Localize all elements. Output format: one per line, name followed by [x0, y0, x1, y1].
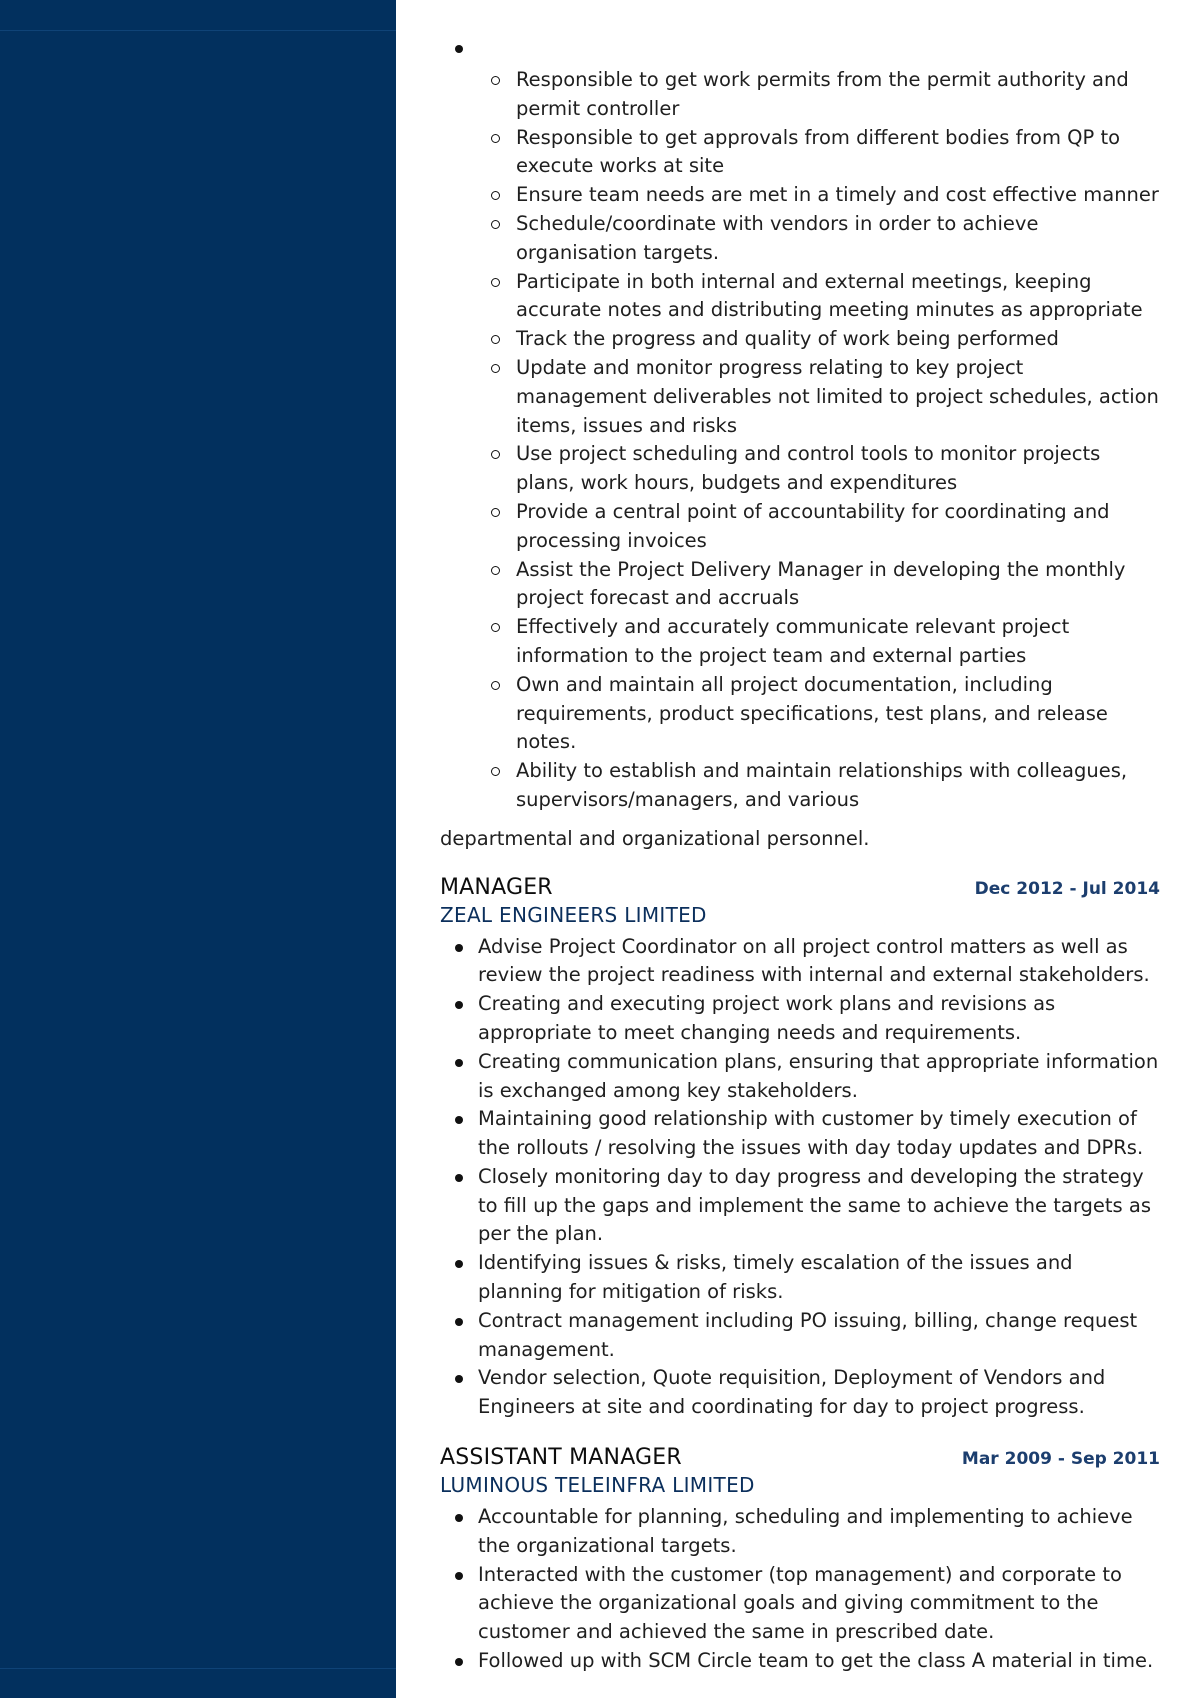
- list-item: Creating and executing project work plans and revisions as appropriate to meet changing needs and requirements.: [440, 990, 1160, 1048]
- list-item: Interacted with the customer (top management) and corporate to achieve the organizational goals and giving commitment to the customer and achieved the same in prescribed date.: [440, 1561, 1160, 1647]
- list-item: Ensure team needs are met in a timely and cost effective manner: [440, 181, 1160, 210]
- list-item: Effectively and accurately communicate relevant project information to the project team and external parties: [440, 613, 1160, 671]
- continuation-text: departmental and organizational personnel.: [440, 826, 870, 850]
- list-item: Track the progress and quality of work being performed: [440, 325, 1160, 354]
- job-dates: Dec 2012 - Jul 2014: [974, 878, 1160, 899]
- sidebar-panel: [0, 0, 396, 1698]
- list-item: Participate in both internal and external meetings, keeping accurate notes and distributing meeting minutes as appropriate: [440, 268, 1160, 326]
- job-dates: Mar 2009 - Sep 2011: [961, 1449, 1160, 1470]
- list-item: Accountable for planning, scheduling and implementing to achieve the organizational targets.: [440, 1503, 1160, 1561]
- empty-bullet: [440, 36, 1160, 66]
- continued-bullet-list: [440, 66, 1160, 815]
- job-title: ASSISTANT MANAGER: [440, 1445, 682, 1471]
- list-item: Maintaining good relationship with customer by timely execution of the rollouts / resolving the issues with day today updates and DPRs.: [440, 1105, 1160, 1163]
- list-item: Responsible to get approvals from different bodies from QP to execute works at site: [440, 124, 1160, 182]
- list-item: Schedule/coordinate with vendors in order to achieve organisation targets.: [440, 210, 1160, 268]
- list-item: Contract management including PO issuing, billing, change request management.: [440, 1307, 1160, 1365]
- list-item: Provide a central point of accountability for coordinating and processing invoices: [440, 498, 1160, 556]
- job-header: [440, 1444, 1160, 1472]
- list-item: Vendor selection, Quote requisition, Deployment of Vendors and Engineers at site and coordinating for day to project progress.: [440, 1364, 1160, 1422]
- list-item: Followed up with SCM Circle team to get the class A material in time.: [440, 1647, 1160, 1676]
- experience-section: [440, 36, 1160, 1676]
- list-item: Ability to establish and maintain relationships with colleagues, supervisors/managers, and various: [440, 757, 1160, 815]
- list-item: Advise Project Coordinator on all project control matters as well as review the project readiness with internal and external stakeholders.: [440, 933, 1160, 991]
- job-entry-assistant-manager: [440, 1444, 1160, 1676]
- list-item: Creating communication plans, ensuring that appropriate information is exchanged among key stakeholders.: [440, 1048, 1160, 1106]
- job-bullet-list: [440, 933, 1160, 1423]
- job-header: [440, 874, 1160, 902]
- list-item: Closely monitoring day to day progress and developing the strategy to fill up the gaps and implement the same to achieve the targets as per the plan.: [440, 1163, 1160, 1249]
- sidebar-top-divider: [0, 30, 396, 31]
- job-bullet-list: [440, 1503, 1160, 1676]
- list-item: Update and monitor progress relating to key project management deliverables not limited to project schedules, action items, issues and risks: [440, 354, 1160, 440]
- company-name: ZEAL ENGINEERS LIMITED: [440, 902, 707, 927]
- bullet-dot: [455, 45, 463, 53]
- job-title: MANAGER: [440, 874, 553, 900]
- list-item: Own and maintain all project documentation, including requirements, product specifications, test plans, and release notes.: [440, 671, 1160, 757]
- company-name: LUMINOUS TELEINFRA LIMITED: [440, 1473, 755, 1498]
- list-item: Assist the Project Delivery Manager in developing the monthly project forecast and accruals: [440, 556, 1160, 614]
- list-item: Identifying issues & risks, timely escalation of the issues and planning for mitigation of risks.: [440, 1249, 1160, 1307]
- job-entry-manager: [440, 874, 1160, 1423]
- list-item: Responsible to get work permits from the permit authority and permit controller: [440, 66, 1160, 124]
- sidebar-bottom-divider: [0, 1668, 396, 1669]
- list-item: Use project scheduling and control tools to monitor projects plans, work hours, budgets and expenditures: [440, 440, 1160, 498]
